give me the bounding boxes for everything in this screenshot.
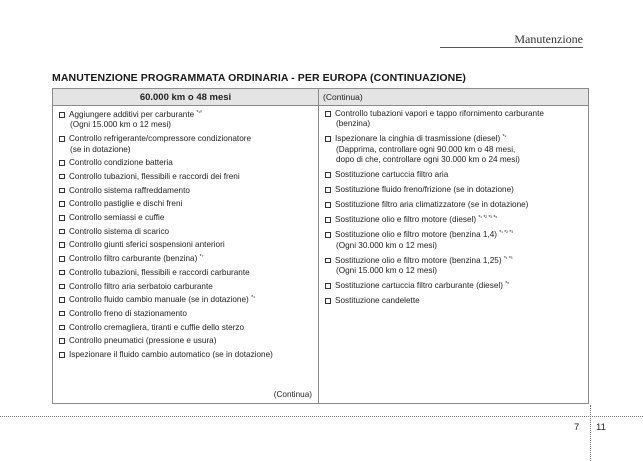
checklist-item [59,186,314,196]
item-label: Controllo sistema raffreddamento [69,185,190,195]
checklist-item [59,213,314,223]
item-text: Sostituzione olio e filtro motore (benzina 1,25) [335,255,502,265]
item-text: Aggiungere additivi per carburante [69,110,195,119]
checkbox-icon [59,160,65,166]
item-detail: dopo di che, controllare ogni 30.000 km o 24 mesi) [336,155,520,165]
chapter-number: 7 [574,422,580,433]
item-label: Controllo refrigerante/compressore condizionatore [69,134,252,144]
left-items-list [53,106,318,360]
checklist-item [325,281,584,291]
item-label [69,295,314,305]
header-title: Manutenzione [514,32,583,46]
checkbox-icon [59,136,65,142]
footnote-ref: *¹ *² *³ *⁵ [478,215,498,222]
checklist-item [59,158,314,168]
item-label: Sostituzione cartuccia filtro aria [335,170,449,180]
checkbox-icon [325,202,331,208]
item-detail: (Ogni 15.000 km o 12 mesi) [336,266,438,276]
item-label [335,230,584,240]
left-column [53,89,319,403]
item-label: Sostituzione fluido freno/frizione (se in dotazione) [335,185,514,195]
maintenance-table [52,88,589,404]
checkbox-icon [59,325,65,331]
item-detail: (benzina) [336,119,371,129]
checklist-item [59,254,314,264]
checkbox-icon [59,270,65,276]
item-detail: (se in dotazione) [70,144,131,154]
footnote-ref: *¹ *² *³ [499,230,513,237]
item-label: Controllo condizione batteria [69,158,173,168]
checklist-item [59,134,314,155]
right-items-list [319,106,588,306]
checklist-item [325,200,584,210]
footer-rule [0,416,643,417]
checklist-item [59,282,314,292]
page-number-separator [590,405,591,461]
item-label [335,134,584,144]
checkbox-icon [59,201,65,207]
item-label [335,256,584,266]
item-label: Sostituzione filtro aria climatizzatore (se in dotazione) [335,200,529,210]
checkbox-icon [59,297,65,303]
checkbox-icon [59,338,65,344]
checkbox-icon [59,112,65,118]
item-label [335,215,584,225]
section-title: MANUTENZIONE PROGRAMMATA ORDINARIA - PER EUROPA (CONTINUAZIONE) [52,72,467,84]
item-label: Controllo tubazioni vapori e tappo rifornimento carburante [335,109,544,118]
item-label: Controllo cremagliera, tiranti e cuffie dello sterzo [69,322,245,332]
footnote-ref: *⁸ [505,281,510,288]
footnote-ref: *⁴ [251,295,256,302]
footnote-ref: *¹⁰ [196,110,203,116]
checklist-item [325,109,584,130]
checkbox-icon [325,232,331,238]
checklist-item [59,172,314,182]
item-label: Controllo filtro aria serbatoio carburante [69,281,213,291]
checklist-item [59,199,314,209]
item-label: Controllo sistema di scarico [69,226,170,236]
checklist-item [325,185,584,195]
item-text: Sostituzione olio e filtro motore (diesel) [335,215,477,225]
item-label [69,110,314,120]
right-column [319,89,588,403]
item-text: Controllo fluido cambio manuale (se in dotazione) [69,295,249,305]
checklist-item [59,268,314,278]
checkbox-icon [325,187,331,193]
checklist-item [59,295,314,305]
item-label [335,281,584,291]
checkbox-icon [59,284,65,290]
checklist-item [59,240,314,250]
checklist-item [325,215,584,225]
item-text: Sostituzione olio e filtro motore (benzina 1,4) [335,230,498,240]
item-label: Controllo pneumatici (pressione e usura) [69,336,217,346]
item-detail: (Ogni 15.000 km o 12 mesi) [70,120,172,130]
checkbox-icon [325,217,331,223]
item-text: Sostituzione cartuccia filtro carburante (diesel) [335,281,503,291]
item-label: Controllo tubazioni, flessibili e raccordi carburante [69,267,250,277]
item-label: Ispezionare il fluido cambio automatico (se in dotazione) [69,350,273,360]
checkbox-icon [325,172,331,178]
checklist-item [325,134,584,165]
item-label [69,254,314,264]
interval-header: 60.000 km o 48 mesi [53,89,318,106]
footnote-ref: *⁹ [502,134,507,141]
checkbox-icon [325,298,331,304]
checklist-item [59,336,314,346]
page-number: 11 [596,422,606,433]
item-label: Controllo semiassi e cuffie [69,213,165,223]
checkbox-icon [59,352,65,358]
checkbox-icon [59,311,65,317]
item-label: Controllo tubazioni, flessibili e raccordi dei freni [69,171,240,181]
footnote-ref: *¹ *³ [503,255,513,262]
item-label: Controllo freno di stazionamento [69,308,187,318]
checklist-item [59,323,314,333]
item-detail: (Ogni 30.000 km o 12 mesi) [336,240,438,250]
item-detail: (Dapprima, controllare ogni 90.000 km o 48 mesi, [336,144,516,154]
checklist-item [325,256,584,277]
footnote-ref: *⁷ [199,254,204,261]
checkbox-icon [325,258,331,264]
checkbox-icon [325,136,331,142]
item-text: Ispezionare la cinghia di trasmissione (diesel) [335,134,501,144]
item-label: Controllo pastiglie e dischi freni [69,199,183,209]
item-label: Sostituzione candelette [335,296,420,306]
checklist-item [59,227,314,237]
checklist-item [325,230,584,251]
checkbox-icon [59,174,65,180]
continua-header: (Continua) [319,89,588,106]
checkbox-icon [325,283,331,289]
continua-label: (Continua) [273,390,312,399]
checklist-item [59,309,314,319]
item-text: Controllo filtro carburante (benzina) [69,254,198,264]
checklist-item [325,296,584,306]
checkbox-icon [59,188,65,194]
header-rule [440,47,583,48]
checkbox-icon [59,215,65,221]
checkbox-icon [59,256,65,262]
checkbox-icon [59,242,65,248]
checkbox-icon [325,111,331,117]
checklist-item [325,170,584,180]
checklist-item [59,110,314,131]
checkbox-icon [59,229,65,235]
checklist-item [59,350,314,360]
item-label: Controllo giunti sferici sospensioni anteriori [69,240,225,250]
